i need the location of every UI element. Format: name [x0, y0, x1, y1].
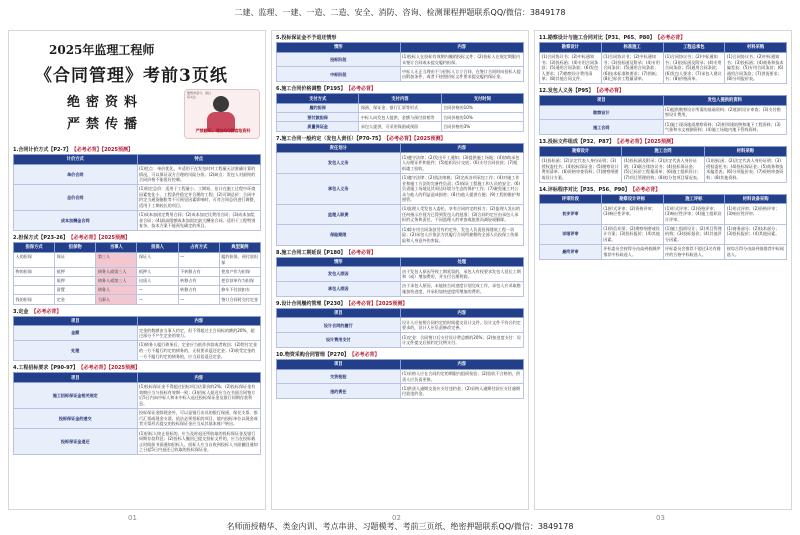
table-header: 项目	[540, 95, 664, 105]
table-cell	[14, 286, 55, 295]
table-row	[14, 286, 261, 295]
section-table	[13, 154, 261, 231]
table-cell: 成本加酬金合同	[14, 210, 138, 230]
table-cell: 勘察设计	[540, 105, 664, 120]
section-tag: 【必考必背】【2025预测】	[81, 365, 140, 372]
table-row	[277, 282, 524, 297]
cover-slogan-2: 严禁传播	[67, 117, 144, 132]
section-title	[539, 137, 787, 146]
table-row	[14, 252, 261, 267]
section-sec4	[539, 185, 787, 260]
section-table	[539, 42, 787, 84]
section-title	[276, 248, 524, 257]
section-table	[13, 316, 261, 362]
section-title-text: 3.定金	[13, 308, 29, 315]
table-header: 内容	[137, 373, 261, 383]
table-row	[14, 341, 261, 361]
table-cell: 履约担保	[277, 103, 359, 112]
table-row	[14, 184, 261, 210]
section-title-text: 8.施工合同工期延误【P180】	[276, 249, 346, 256]
table-cell: 签订合同时交付定金	[219, 295, 260, 304]
table-row	[277, 204, 524, 224]
section-tag: 【必考必背】	[31, 308, 62, 315]
table-cell: 金额	[14, 326, 138, 341]
section-sec3	[13, 307, 261, 362]
table-row	[14, 408, 261, 428]
table-header: 内容	[400, 43, 524, 53]
table-cell: 物的担保	[14, 267, 55, 276]
section-tag: 【必考必背】	[348, 86, 376, 93]
table-cell: 不转移占有	[178, 267, 219, 276]
table-cell: 债务人或第三人	[96, 276, 137, 285]
table-cell: 发包人原因	[277, 267, 401, 282]
table-cell: 合同价格的10%	[441, 103, 523, 112]
table-row	[277, 369, 524, 384]
table-header: 材料采购	[704, 147, 786, 157]
section-sec3	[276, 134, 524, 246]
section-tag: 【必考必背】	[596, 87, 624, 94]
table-cell: 保函、保证金、银行汇票等形式	[359, 103, 441, 112]
table-cell: 设计费用支付	[277, 333, 401, 348]
page-number-2: 02	[392, 514, 401, 522]
table-row	[540, 244, 787, 259]
section-table	[539, 95, 787, 135]
table-cell: 中标人向发包人提供，金额与预付款相等	[359, 113, 441, 122]
table-header: 工程总承包	[663, 43, 725, 53]
section-title	[13, 145, 261, 154]
table-header: 内容	[400, 308, 524, 318]
table-cell: 投标阶段	[277, 52, 401, 67]
table-header: 项目	[277, 360, 401, 370]
table-cell: (1)合同协议书；(2)中标通知书；(3)投标函；(4)商务和技术偏差表；(5)专用合同条款；(6)通用合同条款；(7)供货要求；(8)分项报价表。	[725, 52, 787, 83]
person-head-icon	[213, 96, 229, 112]
table-cell: (1)投标函；(2)法定代表人身份证明；(3)授权委托书；(4)投标保证金；(5)商务和技术偏差表；(6)分项报价表；(7)资格审查资料；(8)其他资料。	[704, 156, 786, 182]
table-cell: 施工合同	[540, 120, 664, 135]
cover-title: 《合同管理》考前3页纸	[35, 66, 228, 86]
section-title-text: 9.设计合同履约管理【P230】	[276, 300, 346, 307]
table-header: 特点	[137, 155, 261, 165]
section-table	[13, 372, 261, 455]
table-cell: (1)投标函及附录；(2)法定代表人身份证明；(3)联合体协议书；(4)投标保证金；(5)已标价工程量清单；(6)施工组织设计；(7)项目管理机构；(8)拟分包项目情况表。	[622, 156, 704, 182]
section-tag: 【必考必背】【2025预测】	[71, 235, 130, 242]
section-sec2	[539, 86, 787, 135]
section-table	[276, 93, 524, 131]
table-cell: (1)提供勘察设计所需的基础资料；(2)组织设计审查；(3)支付勘察设计费用。	[663, 105, 787, 120]
section-table	[276, 257, 524, 297]
section-tag: 【必考必背】【2025预测】	[617, 139, 677, 146]
table-row	[540, 204, 787, 224]
page-1	[8, 30, 266, 510]
table-cell: (1)遵守法律；(2)发出开工通知；(3)提供施工场地；(4)协助承包人办理证件和批件；(5)组织设计交底；(6)支付合同价款；(7)组织竣工验收。	[400, 153, 524, 173]
table-header: 标准施工	[601, 43, 663, 53]
section-tag: 【必考必背】	[632, 186, 661, 193]
table-cell: (1)投标函；(2)法定代表人身份证明；(3)授权委托书；(4)投标保证金；(5)勘察设计费用清单；(6)资格审查资料；(7)勘察纲要或设计方案。	[540, 156, 622, 182]
section-title-text: 7.施工合同一般约定（发包人责任）【P70-75】	[276, 135, 384, 142]
section-tag: 【必考必背】【2025预测】	[74, 147, 133, 153]
section-title	[276, 350, 524, 359]
table-cell: 单价合同	[14, 164, 138, 184]
table-cell: 债务人或第三人	[96, 267, 137, 276]
section-table	[276, 42, 524, 82]
table-cell: 债务人	[96, 286, 137, 295]
table-row	[277, 122, 524, 131]
table-cell: 留置	[55, 286, 96, 295]
section-sec1	[13, 145, 261, 231]
section-title	[276, 299, 524, 308]
table-cell: (1)供货人逾期交货应支付违约金；(2)采购人逾期付款应支付逾期付款违约金。	[400, 384, 524, 399]
table-cell: —	[137, 286, 178, 295]
cover-note: 要想拿高分、请扫码关注	[187, 91, 212, 99]
table-cell: 详细评审	[540, 224, 602, 244]
table-cell: (1)形式评审；(2)资格评审；(3)响应性评审；(4)施工组织设计评审。	[663, 204, 725, 224]
section-title	[276, 84, 524, 93]
table-cell: 转移占有	[178, 276, 219, 285]
table-header: 支付时间	[441, 94, 523, 104]
table-row	[14, 267, 261, 276]
table-header: 当事人	[96, 243, 137, 253]
table-cell: 交货检验	[277, 369, 401, 384]
table-row	[540, 120, 787, 135]
table-cell: 合同价格的3%	[441, 122, 523, 131]
table-cell: 处理	[14, 341, 138, 361]
section-tag: 【必考必背】	[351, 352, 380, 359]
cover-block	[9, 31, 265, 143]
table-cell: 施工招标保证金相关规定	[14, 383, 138, 409]
table-cell: 投标保证金的递交	[14, 408, 138, 428]
table-cell: 设计合同的履行	[277, 318, 401, 333]
table-row	[14, 383, 261, 409]
table-cell: 修车不付款扣车	[219, 286, 260, 295]
table-row	[277, 113, 524, 122]
section-title	[539, 185, 787, 194]
table-cell: 承包人原因	[277, 282, 401, 297]
table-cell: 人的担保	[14, 252, 55, 267]
section-title	[13, 233, 261, 242]
section-tag: 【必考必背】	[348, 249, 376, 256]
table-cell: 发包人义务	[277, 153, 401, 173]
table-header: 典型案例	[219, 243, 260, 253]
table-header: 施工评标	[663, 194, 725, 204]
table-cell: 初步评审	[540, 204, 602, 224]
table-cell: —	[137, 295, 178, 304]
section-sec2	[276, 84, 524, 131]
table-cell: (1)除专用合同条款另有约定外，发包人负责投保建筑工程一切险；(2)承包人应依法为其履行合同所雇佣的全部人员投保工伤保险和人身意外伤害险。	[400, 225, 524, 245]
section-sec5	[276, 299, 524, 348]
table-header: 勘察设计	[540, 43, 602, 53]
table-cell: (1)债务人履行债务后，定金应当抵作价款或者收回；(2)给付定金的一方不履行约定的债务的，无权要求返还定金；(3)收受定金的一方不履行约定的债务的，应当双倍返还定金。	[137, 341, 261, 361]
table-cell: (1)施工组织设计；(2)项目管理机构；(3)投标报价；(4)其他评分因素。	[663, 224, 725, 244]
table-cell: 第三人	[96, 252, 137, 267]
table-header: 评审阶段	[540, 194, 602, 204]
table-cell: (1)固定总价：适用于工程量小、工期短、估计在施工过程中环境因素变化小、工程条件稳定并合理的工程；(2)可调总价：合同中约定当通货膨胀等不可预见因素影响时，可对合同总价进行调整，适用于工期较长的项目。	[137, 184, 261, 210]
table-row	[277, 153, 524, 173]
table-cell: 最终评审	[540, 244, 602, 259]
table-row	[277, 333, 524, 348]
section-title-text: 1.合同计价方式【P2-7】	[13, 147, 72, 153]
table-header: 情形	[277, 43, 401, 53]
table-header: 情形	[277, 257, 401, 267]
table-cell: 当事人	[96, 295, 137, 304]
section-table	[539, 194, 787, 260]
table-row	[14, 295, 261, 304]
section-table	[539, 146, 787, 182]
table-header: 项目	[14, 316, 138, 326]
section-sec3	[539, 137, 787, 182]
table-cell: 保证	[55, 252, 96, 267]
section-title	[539, 86, 787, 95]
table-cell: 履约担保、预付款担保	[219, 252, 260, 267]
page-2	[271, 30, 529, 510]
table-row	[14, 210, 261, 230]
table-header: 项目	[14, 373, 138, 383]
section-title	[13, 363, 261, 372]
table-cell: 钱的担保	[14, 295, 55, 304]
table-header: 施工合同	[622, 147, 704, 157]
table-cell: 定金	[55, 295, 96, 304]
section-sec2	[13, 233, 261, 305]
table-cell: 由于承包人原因，未能按合同进度计划完成工作，承包人应采取措施加快进度，并承担加快进度所增加的费用。	[400, 282, 524, 297]
table-row	[540, 156, 787, 182]
table-row	[540, 105, 787, 120]
table-cell: 违约责任	[277, 384, 401, 399]
table-cell: (1)形式评审；(2)资格评审；(3)响应性评审。	[725, 204, 787, 224]
table-cell: (1)施工现场地质勘察资料；(2)相邻建筑物和地下工程资料；(3)气象和水文观测资料；(4)施工场地内地下管线资料。	[663, 120, 787, 135]
table-cell: 按综合得分由高到低推荐中标候选人。	[725, 244, 787, 259]
section-title	[276, 33, 524, 42]
section-table	[276, 143, 524, 246]
section-sec4	[276, 248, 524, 297]
table-cell: 抵押	[55, 267, 96, 276]
table-row	[14, 164, 261, 184]
section-title	[276, 134, 524, 143]
table-header: 发包人提供的资料	[663, 95, 787, 105]
table-row	[277, 103, 524, 112]
table-cell: 监理人职责	[277, 204, 401, 224]
section-tag: 【必考必背】【2025预测】	[386, 135, 446, 142]
table-cell: —	[178, 252, 219, 267]
table-header: 支付方式	[277, 94, 359, 104]
table-row	[14, 326, 261, 341]
table-cell: (1)合同协议书；(2)中标通知书；(3)投标函及附录；(4)专用合同条款；(5)通用合同条款；(6)发包人要求；(7)承包人建议书；(8)价格清单。	[663, 52, 725, 83]
section-title-text: 6.施工合同价格调整【P195】	[276, 86, 346, 93]
table-cell: (1)资信业绩；(2)勘察纲要或设计方案；(3)投标报价；(4)其他因素。	[601, 224, 663, 244]
table-cell: 中标人无正当理由不与招标人订立合同，在签订合同时向招标人提出附加条件，或者不按照招标文件要求提交履约保证金。	[400, 67, 524, 82]
table-cell: (1)形式评审；(2)资格评审；(3)响应性评审。	[601, 204, 663, 224]
table-row	[540, 52, 787, 83]
table-cell: 总价合同	[14, 184, 138, 210]
table-cell: 合同价格的10%	[441, 113, 523, 122]
table-row	[277, 384, 524, 399]
table-cell: (1)合同协议书；(2)中标通知书；(3)投标函及附录；(4)专用合同条款；(5)通用合同条款；(6)技术标准和要求；(7)图纸；(8)已标价工程量清单。	[601, 52, 663, 83]
table-header: 占有方式	[178, 243, 219, 253]
page-3	[534, 30, 792, 510]
table-cell: 质量保证金	[277, 122, 359, 131]
table-header: 项目	[277, 308, 401, 318]
section-title-text: 12.发包人义务【P95】	[539, 87, 594, 94]
cover-year-line: 2025年监理工程师	[49, 43, 155, 57]
table-row	[277, 67, 524, 82]
table-cell: 投标保证金退还	[14, 429, 138, 455]
section-title-text: 13.投标文件组成【P32、P87】	[539, 139, 615, 146]
page-number-3: 03	[656, 514, 665, 522]
table-row	[540, 224, 787, 244]
table-header: 内容	[400, 360, 524, 370]
section-title-text: 11.勘察设计与施工合同对比【P31、P65、P80】	[539, 35, 655, 41]
section-title-text: 2.担保方式【P23-26】	[13, 235, 69, 242]
table-row	[277, 318, 524, 333]
section-title-text: 5.投标保证金不予退还情形	[276, 35, 337, 41]
table-cell: 抵押人	[137, 267, 178, 276]
table-cell: 把房产作为担保	[219, 267, 260, 276]
table-header: 内容	[400, 143, 524, 153]
table-header: 支付内容	[359, 94, 441, 104]
cover-badge: 严禁翻印、请加QQ群索取资料	[195, 128, 251, 133]
table-row	[14, 429, 261, 455]
table-cell: (1)优点：单价优化，多适用于在发包时对工程量无法准确计算的情况，可以保证双方合理的风险分担。(2)缺点：发包人对最终的合同价格不能很好控制。	[137, 164, 261, 184]
table-cell: 承包人义务	[277, 173, 401, 204]
section-sec1	[276, 33, 524, 82]
table-cell: 由于发包人原因导致工期延误的，承包人有权要求发包人延长工期和（或）增加费用，并支付合理利润。	[400, 267, 524, 282]
table-header: 材料设备采购	[725, 194, 787, 204]
table-row	[277, 173, 524, 204]
table-cell: —	[178, 295, 219, 304]
table-cell: (1)合同协议书；(2)中标通知书；(3)投标函；(4)专用合同条款；(5)通用合同条款；(6)发包人要求；(7)勘察设计费用清单；(8)其他合同文件。	[540, 52, 602, 83]
table-cell: 预付款担保	[277, 113, 359, 122]
section-tag: 【必考必背】【2025预测】	[348, 300, 408, 307]
table-cell: (1)投标人在投标有效期内撤销投标文件；(2)投标人在规定期限内未签订合同或未提交履约担保。	[400, 52, 524, 67]
page-number-1: 01	[128, 514, 137, 522]
cover-slogan-1: 绝密资料	[67, 95, 144, 110]
teacher-illustration	[184, 89, 260, 139]
section-table	[276, 308, 524, 348]
table-cell: 设计人应按照合同约定的时间提交设计文件，设计文件不符合约定要求的，设计人应负责修改完善。	[400, 318, 524, 333]
section-title-text: 10.物资采购合同管理【P270】	[276, 352, 349, 359]
table-cell: 定金的数额由当事人约定，但不得超过主合同标的额的20%，超过部分不产生定金的效力。	[137, 326, 261, 341]
table-cell: (1)采购人应在合同约定的期限内组织检验；(2)验收不合格的，供货人应负责更换。	[400, 369, 524, 384]
section-sec1	[539, 33, 787, 84]
table-cell: 保险期限	[277, 225, 401, 245]
table-header: 计价方式	[14, 155, 138, 165]
section-title-text: 14.评标程序对比【P35、P56、P90】	[539, 186, 630, 193]
table-cell: 出质人	[137, 276, 178, 285]
table-cell: (1)成本加固定费用合同；(2)成本加定比费用合同；(3)成本加奖金合同；(4)最高限额成本加固定最大酬金合同。适用于工程特别复杂、技术方案不能预先确定的项目。	[137, 210, 261, 230]
table-cell: 转移占有	[178, 286, 219, 295]
table-row	[277, 52, 524, 67]
table-cell: 保证人	[137, 252, 178, 267]
table-cell: 评标委员会推荐不超过3名有排序的合格中标候选人。	[663, 244, 725, 259]
table-cell: (1)遵守法律；(2)依法纳税；(3)完成各项承包工作；(4)对施工作业和施工方法的完备性负责；(5)保证工程施工和人员的安全；(6)负责施工场地及其周边环境与生态的保护工作；(7)避免施工对公众与他人的利益造成损害；(8)为他人提供方便；(9)工程的维护和照管。	[400, 173, 524, 204]
section-sec6	[276, 350, 524, 399]
table-header: 担保人	[137, 243, 178, 253]
table-header: 材料采购	[725, 43, 787, 53]
table-cell: 质押	[55, 276, 96, 285]
table-cell: 投标保证金除现金外，可以是银行出具的银行保函、保兑支票、银行汇票或现金支票。依法必须招标的项目，境内投标单位以现金或者支票形式提交的投标保证金应当从其基本账户转出。	[137, 408, 261, 428]
footer-banner: 名师面授精华、类金内训、考点串讲、习题模考、考前三页纸、绝密押题联系QQ/微信：3849178	[226, 522, 574, 531]
table-cell: (1)商务部分；(2)技术部分；(3)投标报价；(4)其他因素。	[725, 224, 787, 244]
table-cell: 中标阶段	[277, 67, 401, 82]
table-cell: (1)监理人受发包人委托，享有合同约定的权力；(2)监理人发出的任何指示应视为已得到发包人的批准；(3)合同约定应由承包人承担的义务和责任，不因监理人的审查或批准而减轻或解除。	[400, 204, 524, 224]
table-row	[14, 276, 261, 285]
header-banner: 二建、监理、一建、一造、二造、安全、消防、咨询、检测课程押题联系QQ/微信：3849178	[234, 8, 566, 17]
table-cell: (1)定金：合同签订后支付设计费总额的20%；(2)按进度支付：设计文件提交后按约定比例支付。	[400, 333, 524, 348]
section-sec4	[13, 363, 261, 455]
table-header: 内容	[137, 316, 261, 326]
table-header: 勘察设计	[540, 147, 622, 157]
table-row	[277, 225, 524, 245]
section-title	[539, 33, 787, 42]
section-title-text: 4.工程招标要求【P90-97】	[13, 365, 79, 372]
table-cell: 评标委员会按得分由高到低顺序推荐中标候选人。	[601, 244, 663, 259]
table-header: 勘察设计评标	[601, 194, 663, 204]
section-table	[13, 242, 261, 305]
section-title	[13, 307, 261, 316]
section-table	[276, 359, 524, 399]
table-row	[277, 267, 524, 282]
table-header: 处理	[400, 257, 524, 267]
section-tag: 【必考必背】	[657, 35, 686, 41]
table-header: 担保方式	[14, 243, 55, 253]
table-cell: 承包人提供，可采用保函或预留	[359, 122, 441, 131]
table-cell: (1)投标保证金不得超过招标项目估算价的2%；(2)投标保证金有效期应当与投标有效期一致；(3)招标人最迟应当在书面合同签订后5日内向中标人和未中标人退还投标保证金及银行同期存款利息。	[137, 383, 261, 409]
table-header: 责任划分	[277, 143, 401, 153]
table-cell	[14, 276, 55, 285]
table-header: 担保物	[55, 243, 96, 253]
table-cell: 把存款单作为担保	[219, 276, 260, 285]
table-cell: (1)招标人终止招标的，应当及时退还所收取的投标保证金及银行同期存款利息；(2)投标人撤回已提交投标文件的，应当在投标截止时间前书面通知招标人，招标人应当自收到投标人书面撤回通知之日起5日内退还已收取的投标保证金。	[137, 429, 261, 455]
